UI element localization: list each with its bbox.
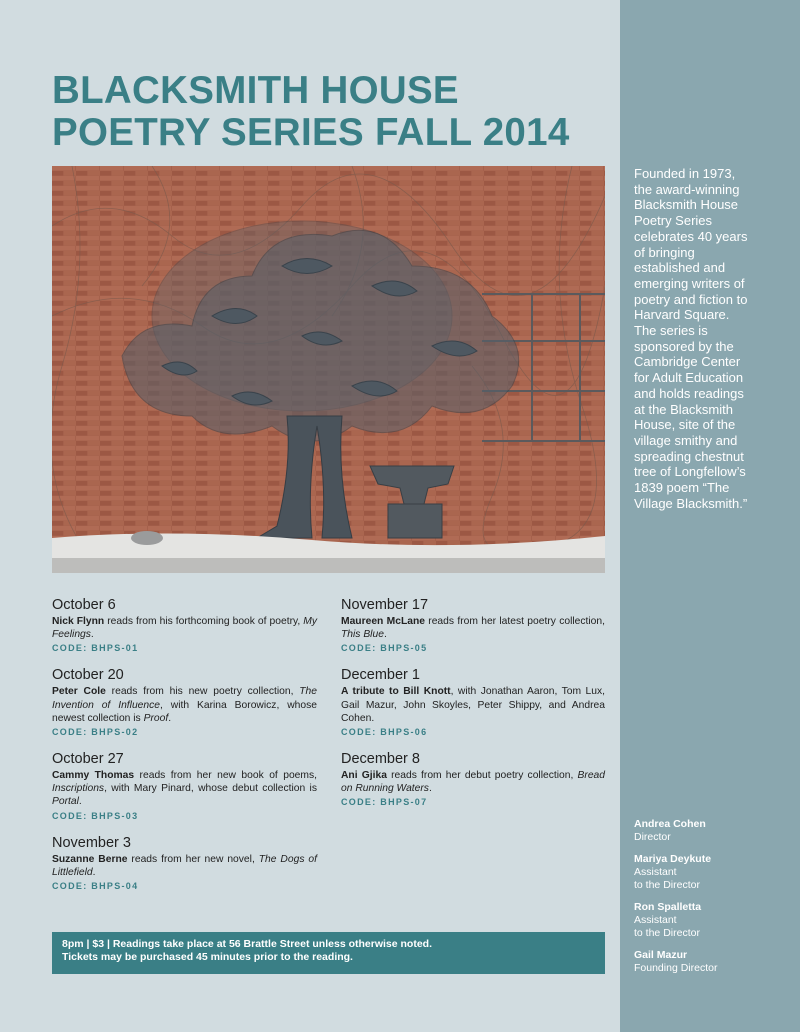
event-date: November 3 — [52, 834, 131, 851]
event-reader: Suzanne Berne — [52, 853, 128, 865]
event-item — [52, 596, 317, 653]
event-text: . — [428, 783, 432, 795]
event-reader: A tribute to Bill Knott — [341, 686, 451, 698]
events-column-left — [52, 596, 317, 904]
page-title — [52, 70, 612, 154]
event-code: CODE: BHPS-01 — [52, 643, 139, 654]
event-work: Inscriptions — [52, 783, 105, 795]
staff-list — [634, 818, 784, 984]
info-banner — [52, 932, 605, 974]
staff-role: Assistant to the Director — [634, 914, 700, 939]
event-text: . — [78, 796, 82, 808]
staff-member — [634, 818, 784, 844]
event-code: CODE: BHPS-07 — [341, 797, 428, 808]
event-text: . — [168, 712, 172, 724]
event-text: . — [90, 629, 94, 641]
event-text: reads from her new book of poems, — [134, 770, 317, 782]
event-work: Portal — [52, 796, 79, 808]
tree-sculpture-photo — [52, 166, 605, 573]
event-reader: Nick Flynn — [52, 616, 105, 627]
event-code: CODE: BHPS-04 — [52, 881, 139, 892]
event-description — [52, 685, 317, 725]
event-work: The Dogs of Littlefield — [52, 853, 318, 878]
event-text: reads from her new novel, — [127, 853, 259, 865]
staff-name: Ron Spalletta — [634, 901, 702, 913]
event-description — [52, 769, 317, 809]
info-line-1: 8pm | $3 | Readings take place at 56 Brattle Street unless otherwise noted. — [62, 938, 433, 950]
event-item — [52, 666, 317, 737]
event-date: December 8 — [341, 751, 420, 768]
event-text: , with Karina Borowicz, whose newest collection is — [52, 699, 317, 724]
event-date: October 27 — [52, 751, 124, 768]
sidebar-panel — [620, 0, 800, 1032]
event-text: . — [92, 866, 96, 878]
event-date: October 6 — [52, 597, 116, 613]
event-item — [52, 834, 317, 891]
staff-role: Assistant to the Director — [634, 866, 700, 891]
title-line-2: POETRY SERIES FALL 2014 — [52, 111, 570, 154]
about-text: Founded in 1973, the award-winning Blacksmith House Poetry Series celebrates 40 years of bringing established and emerging writers of poetry and fiction to Harvard Square. The series is sponsored by the Cambridge Center for Adult Education and holds readings at the Blacksmith House, site of the village smithy and spreading chestnut tree of Longfellow’s 1839 poem “The Village Blacksmith.” — [634, 166, 748, 511]
event-work: Bread on Running Waters — [341, 770, 605, 795]
staff-role: Founding Director — [634, 962, 718, 974]
staff-member — [634, 949, 784, 975]
event-work: The Invention of Influence — [52, 686, 317, 711]
event-description — [341, 769, 605, 795]
staff-name: Gail Mazur — [634, 949, 688, 961]
event-reader: Cammy Thomas — [52, 770, 135, 782]
tree-sculpture-illustration — [52, 166, 605, 573]
event-text: , with Jonathan Aaron, Tom Lux, Gail Mazur, John Skoyles, Peter Shippy, and Andrea Cohen. — [341, 686, 606, 724]
event-text: . — [383, 629, 387, 641]
event-description — [52, 853, 317, 879]
event-text: , with Mary Pinard, whose debut collection is — [104, 783, 317, 795]
event-item — [341, 596, 605, 653]
staff-name: Mariya Deykute — [634, 853, 712, 865]
event-text: reads from her debut poetry collection, — [386, 770, 578, 782]
event-text: reads from his forthcoming book of poetry, — [104, 616, 304, 627]
events-column-right — [341, 596, 605, 820]
event-date: December 1 — [341, 667, 420, 684]
event-work: My Feelings — [52, 616, 317, 641]
event-item — [341, 750, 605, 807]
event-work: This Blue — [341, 629, 384, 641]
event-date: October 20 — [52, 667, 124, 684]
event-code: CODE: BHPS-03 — [52, 810, 139, 821]
event-text: reads from her latest poetry collection, — [424, 616, 605, 627]
event-description — [341, 685, 605, 725]
event-reader: Ani Gjika — [341, 770, 387, 782]
staff-name: Andrea Cohen — [634, 818, 706, 830]
event-item — [341, 666, 605, 737]
event-code: CODE: BHPS-05 — [341, 643, 428, 654]
staff-member — [634, 901, 784, 940]
title-line-1: BLACKSMITH HOUSE — [52, 69, 459, 112]
staff-role: Director — [634, 831, 671, 843]
event-code: CODE: BHPS-02 — [52, 727, 139, 738]
event-text: reads from his new poetry collection, — [105, 686, 300, 698]
event-reader: Peter Cole — [52, 686, 106, 698]
event-code: CODE: BHPS-06 — [341, 727, 428, 738]
event-date: November 17 — [341, 597, 429, 613]
event-reader: Maureen McLane — [341, 616, 425, 627]
info-line-2: Tickets may be purchased 45 minutes prior to the reading. — [62, 951, 353, 963]
event-description — [341, 615, 605, 641]
staff-member — [634, 853, 784, 892]
event-description — [52, 615, 317, 641]
event-item — [52, 750, 317, 821]
event-work: Proof — [143, 712, 169, 724]
